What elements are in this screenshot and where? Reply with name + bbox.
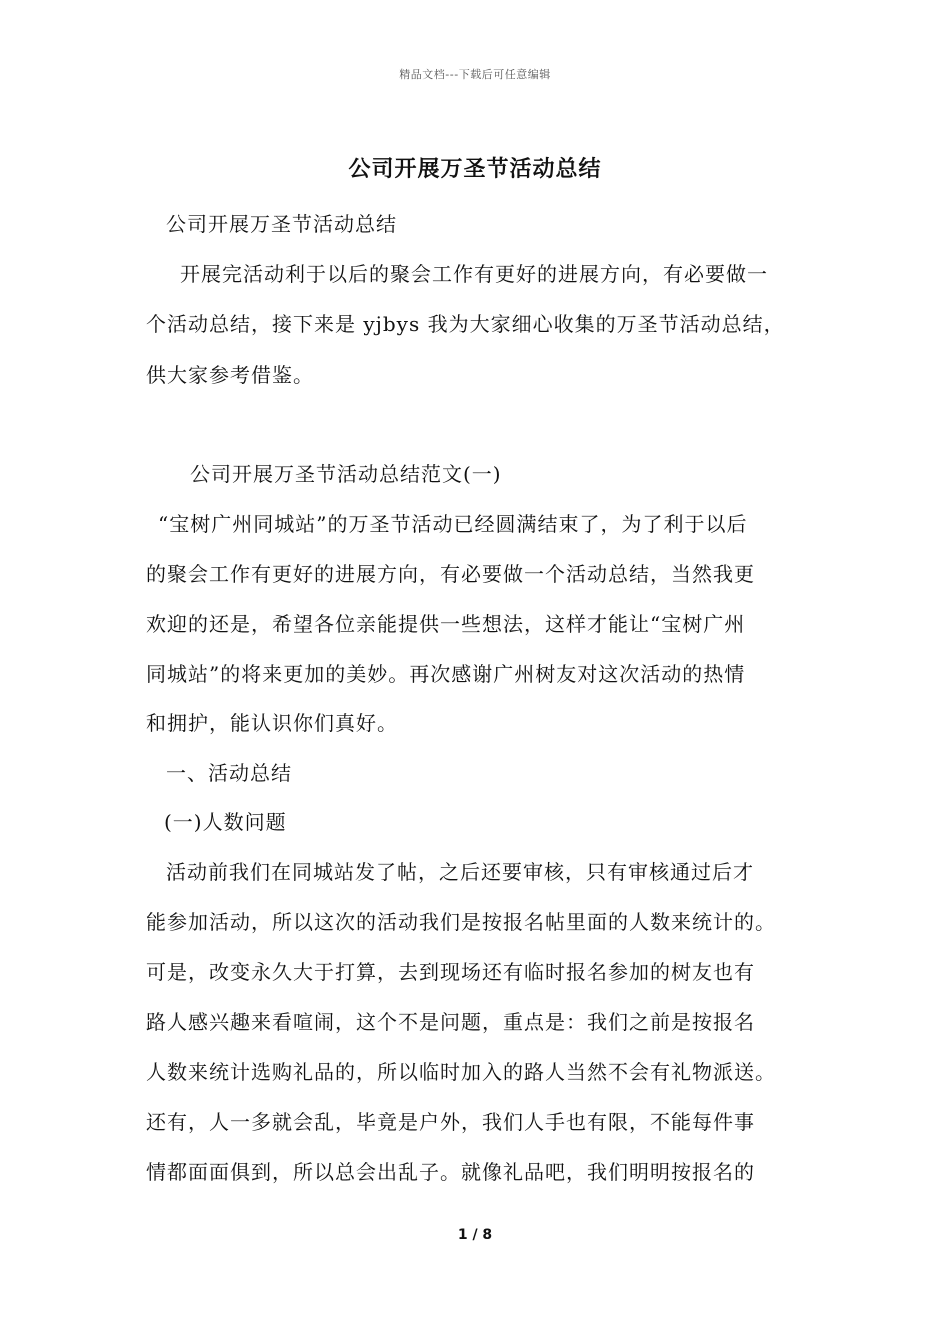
subtitle-line: 公司开展万圣节活动总结 xyxy=(166,212,397,236)
subsection-heading: 一、活动总结 xyxy=(166,761,292,785)
body-line-2: 能参加活动，所以这次的活动我们是按报名帖里面的人数来统计的。 xyxy=(146,910,776,934)
body-line-4: 路人感兴趣来看喧闹，这个不是问题，重点是：我们之前是按报名 xyxy=(146,1010,755,1034)
paragraph-line-4: 同城站”的将来更加的美妙。再次感谢广州树友对这次活动的热情 xyxy=(146,662,746,686)
page-number: 1 / 8 xyxy=(457,1227,493,1243)
body-line-6: 还有，人一多就会乱，毕竟是户外，我们人手也有限，不能每件事 xyxy=(146,1110,755,1134)
body-line-1: 活动前我们在同城站发了帖，之后还要审核，只有审核通过后才 xyxy=(166,860,754,884)
subsection-item-heading: (一)人数问题 xyxy=(164,810,287,834)
document-header: 精品文档---下载后可任意编辑 xyxy=(399,68,551,81)
paragraph-line-1: “宝树广州同城站”的万圣节活动已经圆满结束了，为了利于以后 xyxy=(158,512,748,536)
paragraph-line-3: 欢迎的还是，希望各位亲能提供一些想法，这样才能让“宝树广州 xyxy=(146,612,746,636)
intro-line-1: 开展完活动利于以后的聚会工作有更好的进展方向，有必要做一 xyxy=(180,262,768,286)
body-line-5: 人数来统计选购礼品的，所以临时加入的路人当然不会有礼物派送。 xyxy=(146,1060,776,1084)
intro-line-2: 个活动总结，接下来是 yjbys 我为大家细心收集的万圣节活动总结， xyxy=(146,312,785,336)
paragraph-line-2: 的聚会工作有更好的进展方向，有必要做一个活动总结，当然我更 xyxy=(146,562,755,586)
body-line-7: 情都面面俱到，所以总会出乱子。就像礼品吧，我们明明按报名的 xyxy=(146,1160,755,1184)
body-line-3: 可是，改变永久大于打算，去到现场还有临时报名参加的树友也有 xyxy=(146,960,755,984)
intro-line-3: 供大家参考借鉴。 xyxy=(146,363,314,387)
document-title: 公司开展万圣节活动总结 xyxy=(348,156,602,182)
paragraph-line-5: 和拥护，能认识你们真好。 xyxy=(146,711,398,735)
section-heading: 公司开展万圣节活动总结范文(一) xyxy=(190,462,502,486)
